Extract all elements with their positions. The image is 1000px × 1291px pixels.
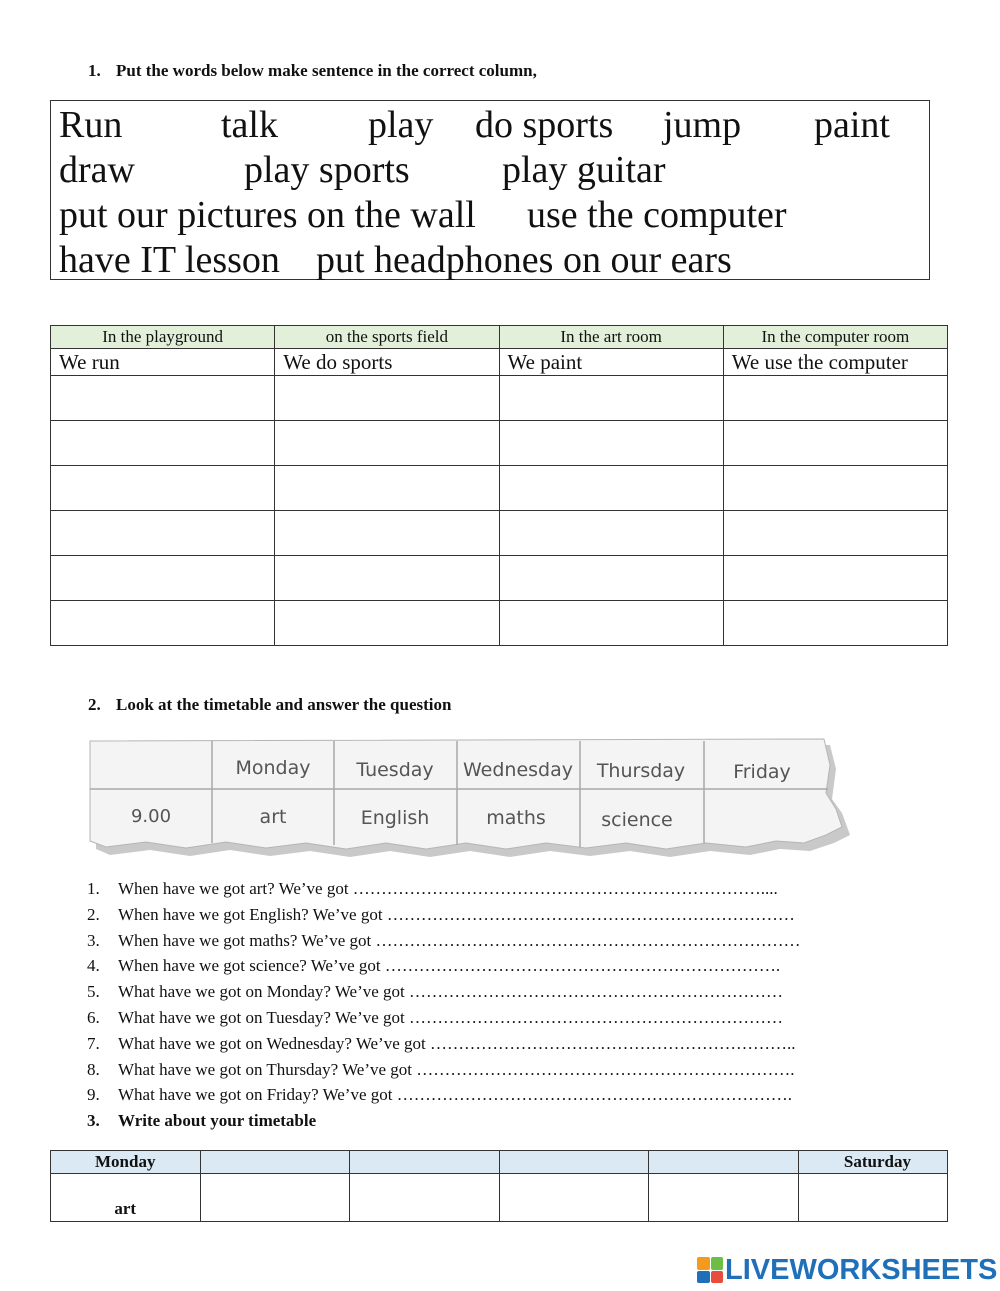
logo-square	[711, 1257, 724, 1270]
column-header-art-room: In the art room	[499, 326, 723, 349]
question-text[interactable]: When have we got science? We’ve got …………………………………………………………….	[118, 956, 781, 976]
answer-row	[51, 556, 948, 601]
answer-cell[interactable]	[51, 601, 275, 646]
question-text[interactable]: What have we got on Thursday? We’ve got ………………………………………………………….	[118, 1059, 795, 1079]
answer-cell[interactable]	[275, 511, 499, 556]
answer-cell[interactable]	[51, 466, 275, 511]
section-number: 3.	[87, 1111, 100, 1131]
timetable-subject: maths	[486, 807, 546, 829]
answer-cell[interactable]	[51, 511, 275, 556]
word-bank-item: Run	[59, 104, 123, 146]
word-bank-item: use the computer	[527, 194, 787, 236]
section-2-title	[88, 695, 451, 715]
liveworksheets-logo	[697, 1255, 997, 1285]
word-bank-item: talk	[221, 104, 278, 146]
word-bank-item: put our pictures on the wall	[59, 194, 476, 236]
answer-cell[interactable]	[275, 601, 499, 646]
answer-cell[interactable]	[51, 421, 275, 466]
example-cell: We paint	[499, 349, 723, 376]
my-timetable-header-row	[51, 1151, 948, 1174]
example-cell: We do sports	[275, 349, 499, 376]
answer-cell[interactable]	[723, 421, 947, 466]
question-text[interactable]: What have we got on Monday? We’ve got …………………………………………………………	[118, 982, 784, 1002]
answer-cell[interactable]	[723, 556, 947, 601]
question-item	[87, 876, 917, 902]
logo-square	[697, 1271, 710, 1284]
day-header-blank[interactable]	[649, 1151, 799, 1174]
answer-row	[51, 601, 948, 646]
liveworksheets-logo-icon	[697, 1257, 723, 1283]
logo-square	[697, 1257, 710, 1270]
answer-cell[interactable]	[499, 556, 723, 601]
logo-text: LIVEWORKSHEETS	[725, 1253, 998, 1286]
timetable-time: 9.00	[130, 806, 172, 827]
answer-cell[interactable]	[51, 556, 275, 601]
subject-cell[interactable]	[798, 1174, 948, 1222]
answer-row	[51, 511, 948, 556]
subject-cell[interactable]	[649, 1174, 799, 1222]
answer-cell[interactable]	[275, 376, 499, 421]
subject-cell-monday: art	[51, 1174, 201, 1222]
answer-cell[interactable]	[723, 466, 947, 511]
question-number: 9.	[87, 1085, 100, 1105]
answer-cell[interactable]	[723, 601, 947, 646]
question-item	[87, 902, 917, 928]
day-header-saturday: Saturday	[798, 1151, 948, 1174]
word-bank-item: play guitar	[502, 149, 666, 191]
day-header-blank[interactable]	[350, 1151, 500, 1174]
subject-cell[interactable]	[350, 1174, 500, 1222]
answer-cell[interactable]	[499, 511, 723, 556]
my-timetable-row	[51, 1174, 948, 1222]
timetable-subject: art	[259, 806, 287, 828]
day-header-blank[interactable]	[200, 1151, 350, 1174]
timetable-day-header: Tuesday	[356, 759, 434, 781]
word-bank-item: draw	[59, 149, 135, 191]
question-number: 5.	[87, 982, 100, 1002]
timetable-day-header: Wednesday	[462, 759, 574, 781]
day-header-blank[interactable]	[499, 1151, 649, 1174]
question-number: 2.	[87, 904, 100, 924]
answer-cell[interactable]	[275, 466, 499, 511]
question-number: 6.	[87, 1007, 100, 1027]
example-cell: We run	[51, 349, 275, 376]
section-title-text: Write about your timetable	[118, 1111, 317, 1131]
subject-cell[interactable]	[200, 1174, 350, 1222]
question-number: 1.	[87, 879, 100, 898]
question-text[interactable]: What have we got on Wednesday? We’ve got ………………………………………………………..	[118, 1033, 796, 1053]
timetable-subject: science	[601, 809, 673, 831]
question-item	[87, 953, 917, 979]
section-number: 1.	[88, 61, 101, 80]
question-item	[87, 1082, 917, 1108]
question-number: 4.	[87, 956, 100, 976]
question-text[interactable]: What have we got on Tuesday? We’ve got …………………………………………………………	[118, 1007, 784, 1027]
answer-cell[interactable]	[723, 511, 947, 556]
section-number: 2.	[88, 695, 101, 714]
answer-row	[51, 466, 948, 511]
word-bank-box	[50, 100, 930, 280]
question-text[interactable]: When have we got English? We’ve got ………………………………………………………………	[118, 904, 795, 924]
question-text[interactable]: When have we got maths? We’ve got …………………………………………………………………	[118, 930, 801, 950]
logo-square	[711, 1271, 724, 1284]
sorting-table	[50, 325, 948, 646]
section-3-title	[87, 1108, 917, 1134]
question-item	[87, 1031, 917, 1057]
answer-cell[interactable]	[275, 556, 499, 601]
timetable-paper	[90, 739, 842, 849]
my-timetable	[50, 1150, 948, 1222]
column-header-sports-field: on the sports field	[275, 326, 499, 349]
column-header-computer-room: In the computer room	[723, 326, 947, 349]
question-item	[87, 928, 917, 954]
section-title-text: Put the words below make sentence in the correct column,	[116, 61, 537, 80]
question-item	[87, 1057, 917, 1083]
answer-cell[interactable]	[499, 466, 723, 511]
section-title-text: Look at the timetable and answer the question	[116, 695, 452, 714]
question-item	[87, 979, 917, 1005]
word-bank-item: have IT lesson	[59, 239, 280, 281]
question-text[interactable]: What have we got on Friday? We’ve got …………………………………………………………….	[118, 1085, 792, 1105]
question-item	[87, 1005, 917, 1031]
word-bank-item: jump	[663, 104, 742, 146]
timetable-day-header: Friday	[733, 761, 791, 783]
subject-cell[interactable]	[499, 1174, 649, 1222]
question-number: 3.	[87, 930, 100, 950]
answer-cell[interactable]	[51, 376, 275, 421]
answer-row	[51, 376, 948, 421]
word-bank-item: play sports	[244, 149, 410, 191]
question-number: 7.	[87, 1033, 100, 1053]
day-header-monday: Monday	[51, 1151, 201, 1174]
example-cell: We use the computer	[723, 349, 947, 376]
timetable-image	[86, 735, 856, 860]
word-bank-item: paint	[814, 104, 890, 146]
word-bank-item: put headphones on our ears	[316, 239, 732, 281]
question-number: 8.	[87, 1059, 100, 1079]
timetable-graphic	[86, 735, 856, 860]
section-1-title	[88, 61, 537, 81]
word-bank-item: play	[368, 104, 434, 146]
answer-cell[interactable]	[723, 376, 947, 421]
word-bank-item: do sports	[475, 104, 614, 146]
timetable-day-header: Monday	[235, 757, 311, 779]
timetable-day-header: Thursday	[596, 760, 686, 782]
answer-cell[interactable]	[275, 421, 499, 466]
answer-row	[51, 421, 948, 466]
question-text[interactable]: When have we got art? We’ve got ………………………………………………………………....	[118, 879, 778, 898]
example-row	[51, 349, 948, 376]
timetable-subject: English	[360, 807, 430, 829]
answer-cell[interactable]	[499, 421, 723, 466]
column-header-playground: In the playground	[51, 326, 275, 349]
answer-cell[interactable]	[499, 376, 723, 421]
sorting-table-header-row	[51, 326, 948, 349]
question-list	[87, 876, 917, 1134]
answer-cell[interactable]	[499, 601, 723, 646]
